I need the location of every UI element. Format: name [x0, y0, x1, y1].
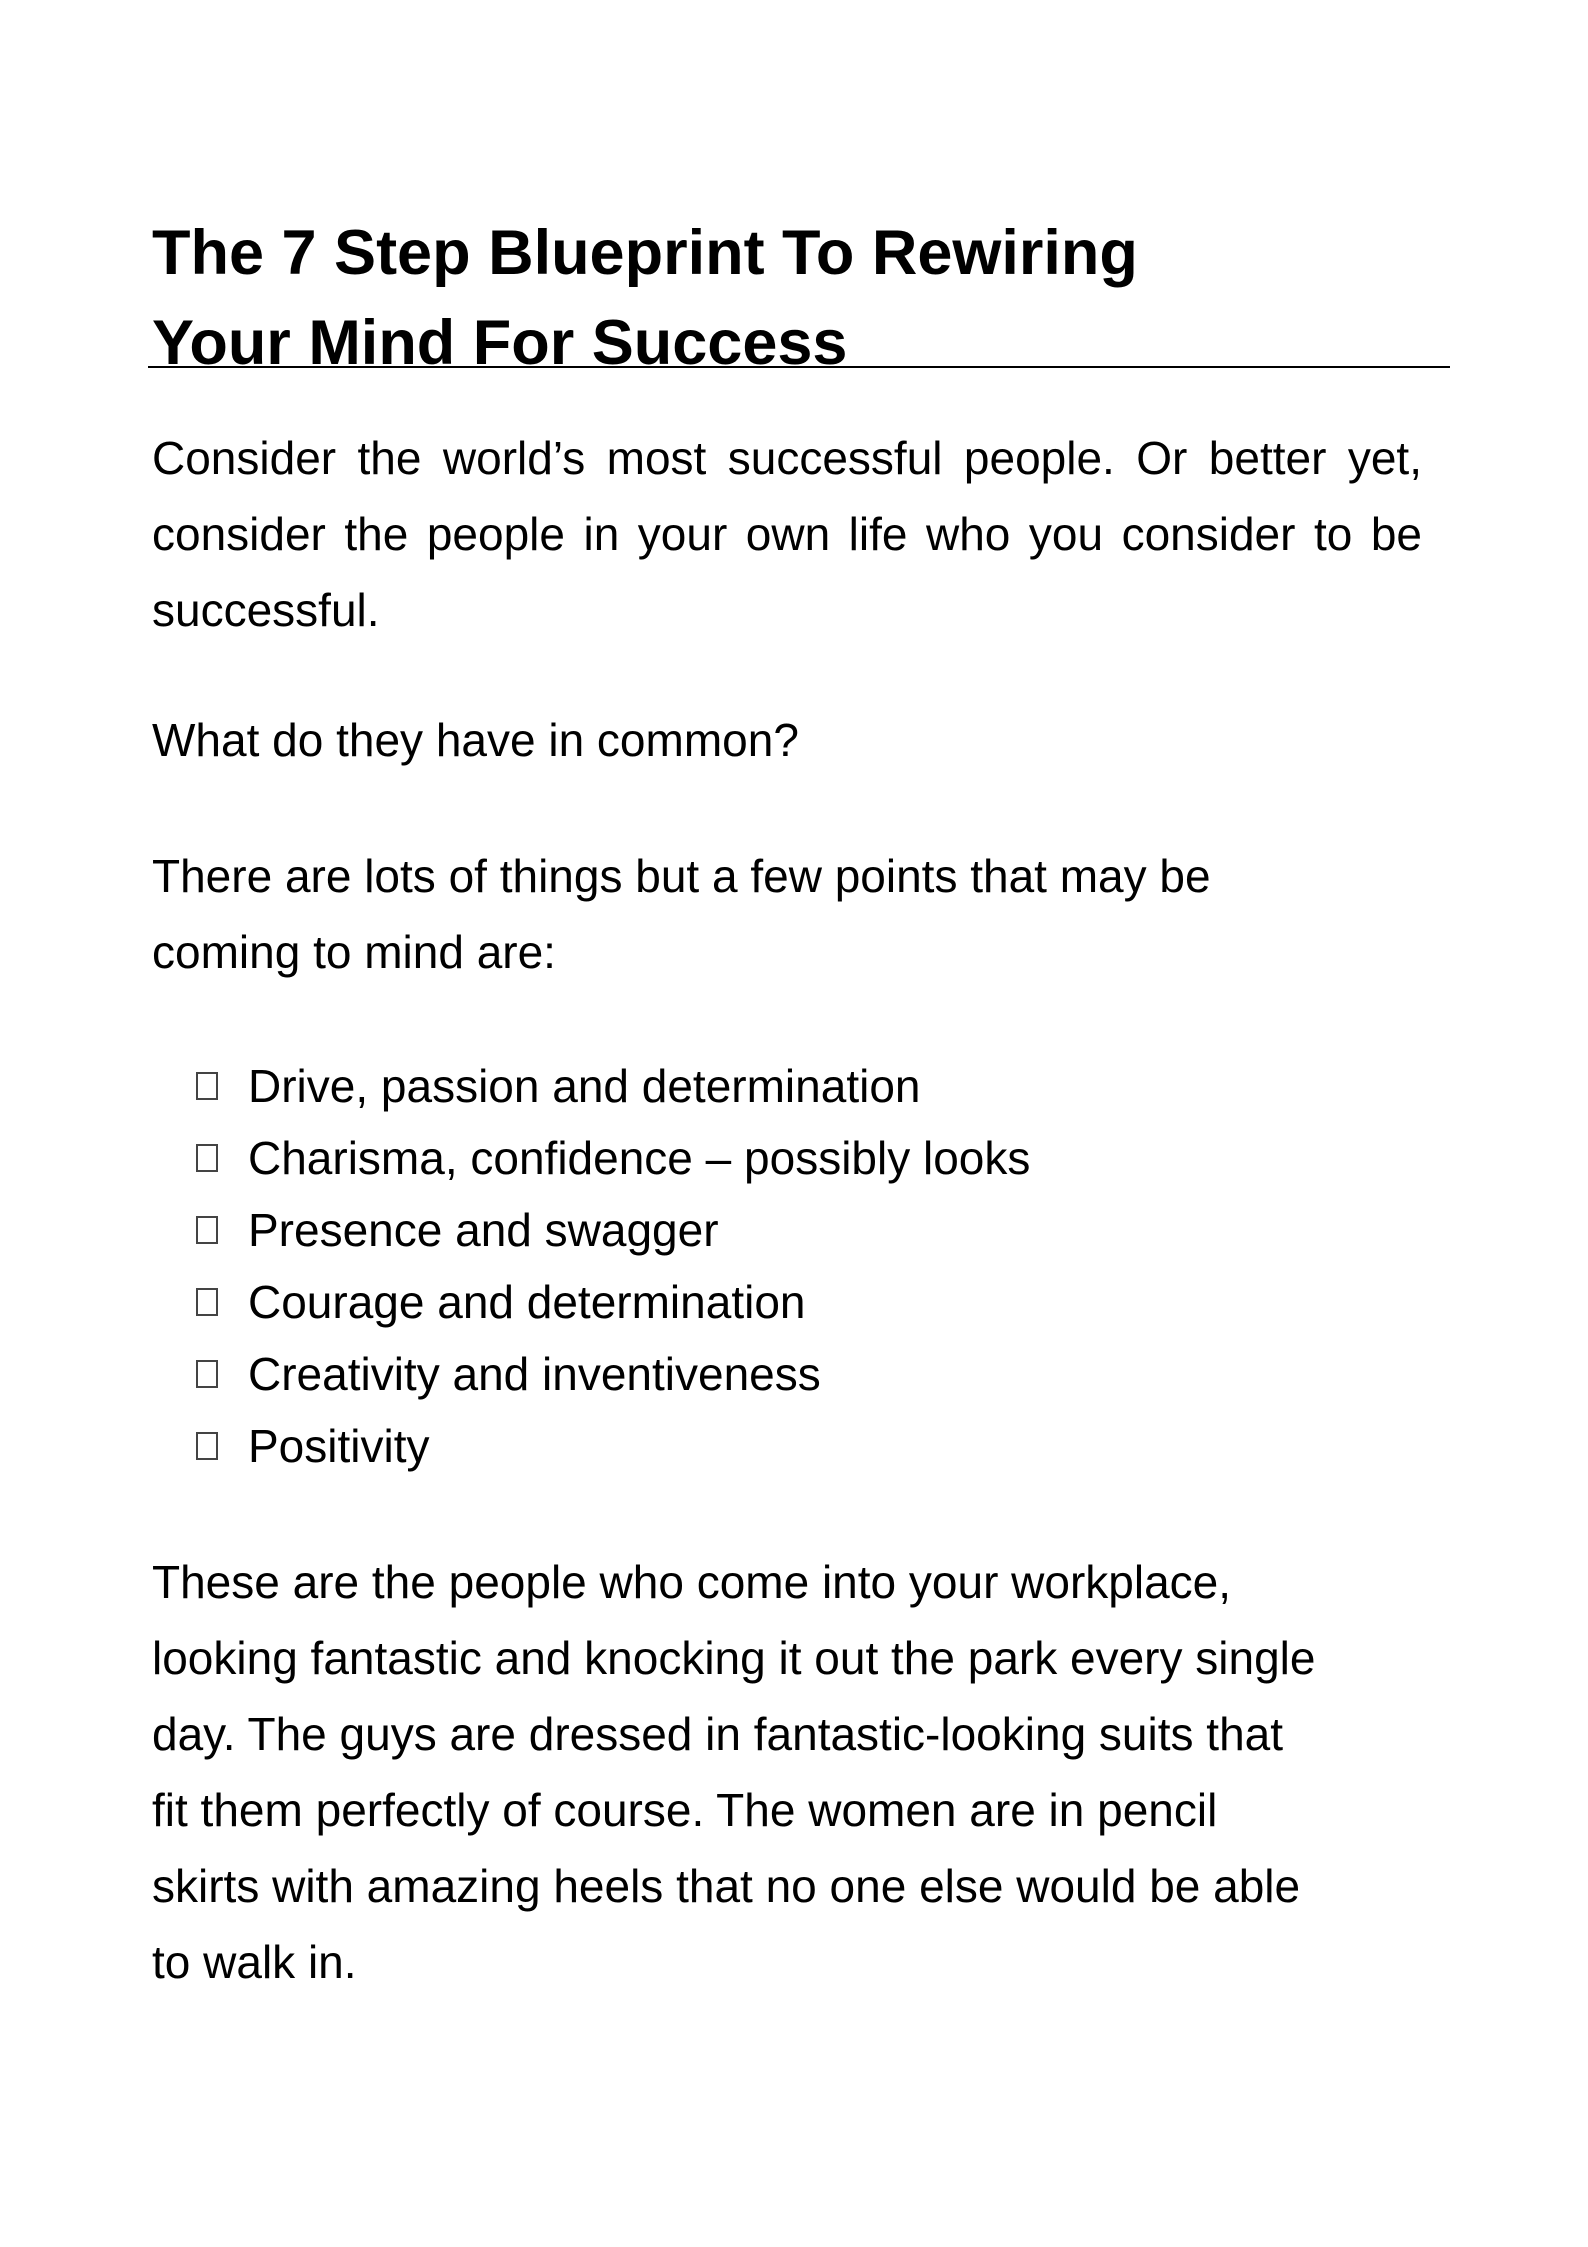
- traits-list: [196, 1050, 1030, 1482]
- title-line-2: Your Mind For Success: [152, 308, 848, 378]
- description-line: to walk in.: [152, 1936, 357, 1988]
- list-item-label: Creativity and inventiveness: [248, 1348, 821, 1400]
- list-item-label: Drive, passion and determination: [248, 1060, 921, 1112]
- bullet-square-icon: [196, 1072, 218, 1100]
- page-title: [152, 208, 1452, 388]
- description-line: skirts with amazing heels that no one else would be able: [152, 1860, 1301, 1912]
- list-item: [196, 1122, 1030, 1194]
- bullet-square-icon: [196, 1360, 218, 1388]
- list-item: [196, 1050, 1030, 1122]
- bullet-square-icon: [196, 1216, 218, 1244]
- paragraph-description: [152, 1544, 1315, 2000]
- lead-in-line-2: coming to mind are:: [152, 926, 556, 978]
- paragraph-intro: Consider the world’s most successful people. Or better yet, consider the people in your own life who you consider to be successful.: [152, 432, 1422, 636]
- bullet-square-icon: [196, 1288, 218, 1316]
- list-item: [196, 1338, 1030, 1410]
- description-line: looking fantastic and knocking it out the park every single: [152, 1632, 1316, 1684]
- list-item-label: Presence and swagger: [248, 1204, 719, 1256]
- list-item: [196, 1266, 1030, 1338]
- list-item-label: Charisma, confidence – possibly looks: [248, 1132, 1031, 1184]
- paragraph-lead-in: [152, 838, 1211, 990]
- description-line: fit them perfectly of course. The women are in pencil: [152, 1784, 1218, 1836]
- title-underline: [148, 366, 1450, 368]
- description-line: These are the people who come into your workplace,: [152, 1556, 1232, 1608]
- list-item-label: Positivity: [248, 1420, 430, 1472]
- bullet-square-icon: [196, 1144, 218, 1172]
- list-item: [196, 1410, 1030, 1482]
- paragraph-question: What do they have in common?: [152, 714, 799, 766]
- list-item: [196, 1194, 1030, 1266]
- title-line-1: The 7 Step Blueprint To Rewiring: [152, 218, 1138, 288]
- bullet-square-icon: [196, 1432, 218, 1460]
- list-item-label: Courage and determination: [248, 1276, 806, 1328]
- lead-in-line-1: There are lots of things but a few points that may be: [152, 850, 1211, 902]
- description-line: day. The guys are dressed in fantastic-looking suits that: [152, 1708, 1284, 1760]
